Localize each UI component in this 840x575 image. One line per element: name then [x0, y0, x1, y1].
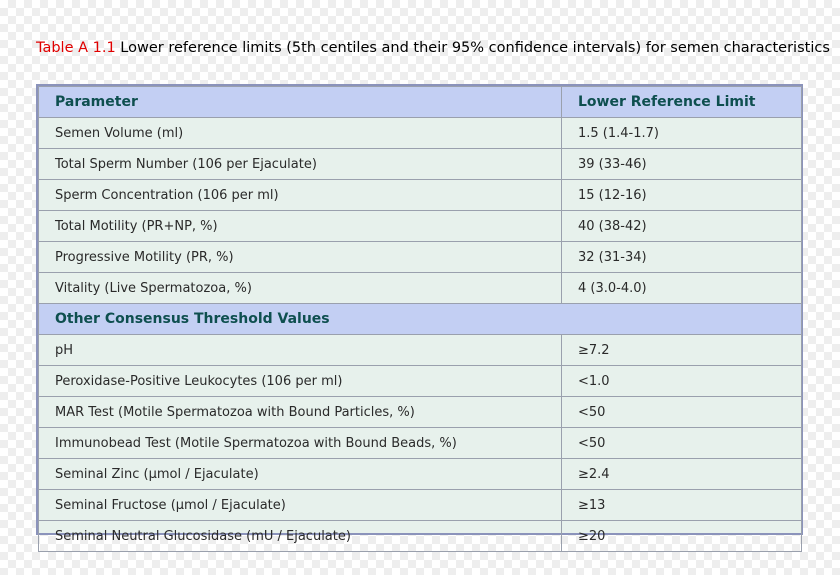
row-parameter: Sperm Concentration (106 per ml) [39, 180, 562, 211]
table-row [39, 180, 802, 211]
row-parameter: Seminal Zinc (µmol / Ejaculate) [39, 459, 562, 490]
row-parameter: Seminal Neutral Glucosidase (mU / Ejaculate) [39, 521, 562, 552]
row-parameter: pH [39, 335, 562, 366]
row-parameter: Semen Volume (ml) [39, 118, 562, 149]
row-value: <1.0 [562, 366, 802, 397]
caption-text: Lower reference limits (5th centiles and their 95% confidence intervals) for semen characteristics [115, 40, 830, 56]
table-row [39, 242, 802, 273]
reference-limits-table [38, 86, 802, 552]
table-row [39, 490, 802, 521]
table-row [39, 211, 802, 242]
row-parameter: Immunobead Test (Motile Spermatozoa with Bound Beads, %) [39, 428, 562, 459]
table-row [39, 335, 802, 366]
section-header-row [39, 304, 802, 335]
row-value: 15 (12-16) [562, 180, 802, 211]
table-caption [36, 38, 830, 58]
table-row [39, 273, 802, 304]
row-parameter: MAR Test (Motile Spermatozoa with Bound Particles, %) [39, 397, 562, 428]
row-value: ≥7.2 [562, 335, 802, 366]
caption-label: Table A 1.1 [36, 40, 116, 56]
row-value: <50 [562, 397, 802, 428]
table-row [39, 366, 802, 397]
row-value: <50 [562, 428, 802, 459]
row-value: 32 (31-34) [562, 242, 802, 273]
row-parameter: Total Sperm Number (106 per Ejaculate) [39, 149, 562, 180]
row-value: 40 (38-42) [562, 211, 802, 242]
section-title: Other Consensus Threshold Values [39, 304, 802, 335]
row-parameter: Peroxidase-Positive Leukocytes (106 per ml) [39, 366, 562, 397]
row-parameter: Seminal Fructose (µmol / Ejaculate) [39, 490, 562, 521]
table-row [39, 459, 802, 490]
header-lower-reference-limit: Lower Reference Limit [562, 87, 802, 118]
row-value: 4 (3.0-4.0) [562, 273, 802, 304]
row-value: ≥2.4 [562, 459, 802, 490]
row-parameter: Total Motility (PR+NP, %) [39, 211, 562, 242]
table-row [39, 149, 802, 180]
row-value: ≥13 [562, 490, 802, 521]
table-header-row [39, 87, 802, 118]
table-row [39, 428, 802, 459]
row-value: 39 (33-46) [562, 149, 802, 180]
row-parameter: Progressive Motility (PR, %) [39, 242, 562, 273]
row-parameter: Vitality (Live Spermatozoa, %) [39, 273, 562, 304]
row-value: 1.5 (1.4-1.7) [562, 118, 802, 149]
reference-table [36, 84, 803, 544]
header-parameter: Parameter [39, 87, 562, 118]
table-row [39, 118, 802, 149]
table-row [39, 397, 802, 428]
table-row [39, 521, 802, 552]
row-value: ≥20 [562, 521, 802, 552]
